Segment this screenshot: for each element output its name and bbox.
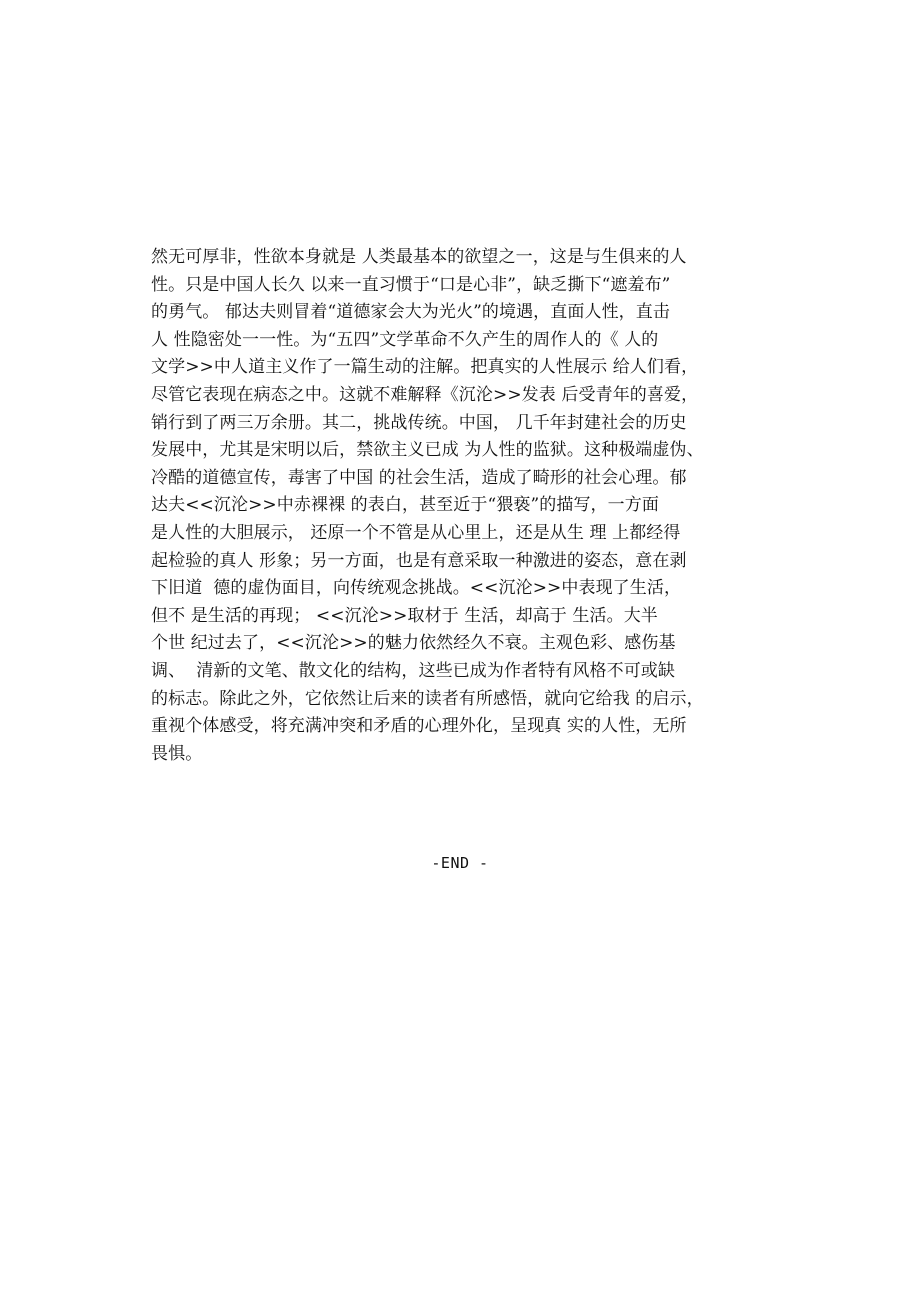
text-line: 下旧道 德的虚伪面目，向传统观念挑战。<<沉沦>>中表现了生活， xyxy=(151,578,682,599)
text-line: 冷酷的道德宣传，毒害了中国 的社会生活，造成了畸形的社会心理。郁 xyxy=(151,467,687,488)
end-marker: -END - xyxy=(431,854,489,872)
text-line: 性。只是中国人长久 以来一直习惯于“口是心非”，缺乏撕下“遮羞布” xyxy=(151,274,671,295)
text-line: 是人性的大胆展示， 还原一个不管是从心里上，还是从生 理 上都经得 xyxy=(151,522,681,543)
text-line: 人 性隐密处一一性。为“五四”文学革命不久产生的周作人的《 人的 xyxy=(151,329,659,350)
text-line: 发展中，尤其是宋明以后，禁欲主义已成 为人性的监狱。这种极端虚伪、 xyxy=(151,440,704,461)
text-line: 起检验的真人 形象；另一方面，也是有意采取一种激进的姿态，意在剥 xyxy=(151,550,687,571)
text-line: 尽管它表现在病态之中。这就不难解释《沉沦>>发表 后受青年的喜爱， xyxy=(151,384,699,405)
text-line: 畏惧。 xyxy=(151,743,203,764)
text-line: 达夫<<沉沦>>中赤裸裸 的表白，甚至近于“猥亵”的描写，一方面 xyxy=(151,495,659,516)
text-line: 调、 清新的文笔、散文化的结构，这些已成为作者特有风格不可或缺 xyxy=(151,660,676,681)
text-line: 销行到了两三万余册。其二，挑战传统。中国， 几千年封建社会的历史 xyxy=(151,412,687,433)
text-line: 的勇气。 郁达夫则冒着“道德家会大为光火”的境遇，直面人性，直击 xyxy=(151,302,670,323)
text-line: 的标志。除此之外，它依然让后来的读者有所感悟，就向它给我 的启示， xyxy=(151,688,704,709)
text-line: 重视个体感受，将充满冲突和矛盾的心理外化，呈现真 实的人性，无所 xyxy=(151,716,687,737)
text-line: 文学>>中人道主义作了一篇生动的注解。把真实的人性展示 给人们看， xyxy=(151,357,699,378)
text-line: 个世 纪过去了，<<沉沦>>的魅力依然经久不衰。主观色彩、感伤基 xyxy=(151,633,676,654)
text-line: 但不 是生活的再现； <<沉沦>>取材于 生活，却高于 生活。大半 xyxy=(151,605,658,626)
body-paragraph xyxy=(151,244,711,768)
text-line: 然无可厚非，性欲本身就是 人类最基本的欲望之一，这是与生俱来的人 xyxy=(151,247,687,267)
